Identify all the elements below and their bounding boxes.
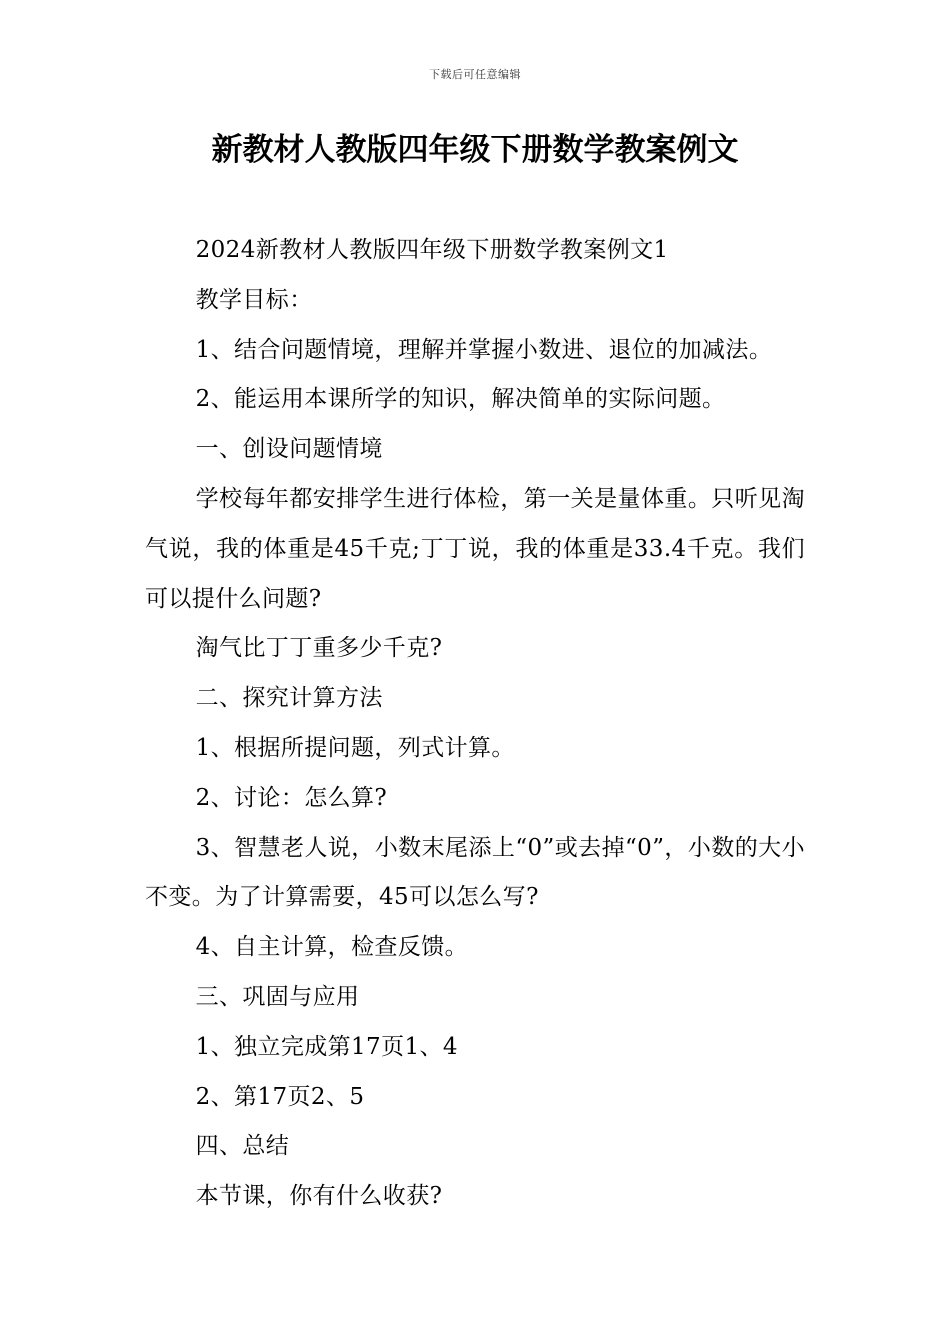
subtitle-paragraph: 2024新教材人教版四年级下册数学教案例文1 xyxy=(195,237,669,263)
document-body xyxy=(145,226,805,1222)
paragraph-objectives-heading: 教学目标： xyxy=(195,286,313,313)
section-heading-2: 二、探究计算方法 xyxy=(195,685,383,712)
paragraph-scenario: 学校每年都安排学生进行体检，第一关是量体重。只听见淘气说，我的体重是45千克;丁丁说，我的体重是33.4千克。我们可以提什么问题? xyxy=(145,485,805,612)
paragraph-exercise-1: 1、独立完成第17页1、4 xyxy=(195,1033,458,1060)
paragraph-summary: 本节课，你有什么收获? xyxy=(195,1183,443,1210)
document-title: 新教材人教版四年级下册数学教案例文 xyxy=(211,132,739,168)
paragraph-step-1: 1、根据所提问题，列式计算。 xyxy=(195,734,515,761)
section-heading-3: 三、巩固与应用 xyxy=(195,983,360,1010)
paragraph-step-3: 3、智慧老人说，小数末尾添上“0”或去掉“0”，小数的大小不变。为了计算需要，45可以怎么写? xyxy=(145,834,805,911)
paragraph-objective-1: 1、结合问题情境，理解并掌握小数进、退位的加减法。 xyxy=(195,336,773,363)
paragraph-objective-2: 2、能运用本课所学的知识，解决简单的实际问题。 xyxy=(195,386,726,413)
paragraph-step-4: 4、自主计算，检查反馈。 xyxy=(195,934,469,961)
paragraph-question: 淘气比丁丁重多少千克? xyxy=(195,635,443,662)
paragraph-exercise-2: 2、第17页2、5 xyxy=(195,1083,365,1110)
section-heading-4: 四、总结 xyxy=(195,1133,290,1160)
paragraph-step-2: 2、讨论：怎么算? xyxy=(195,784,388,811)
header-note: 下载后可任意编辑 xyxy=(429,68,521,81)
section-heading-1: 一、创设问题情境 xyxy=(195,436,383,463)
